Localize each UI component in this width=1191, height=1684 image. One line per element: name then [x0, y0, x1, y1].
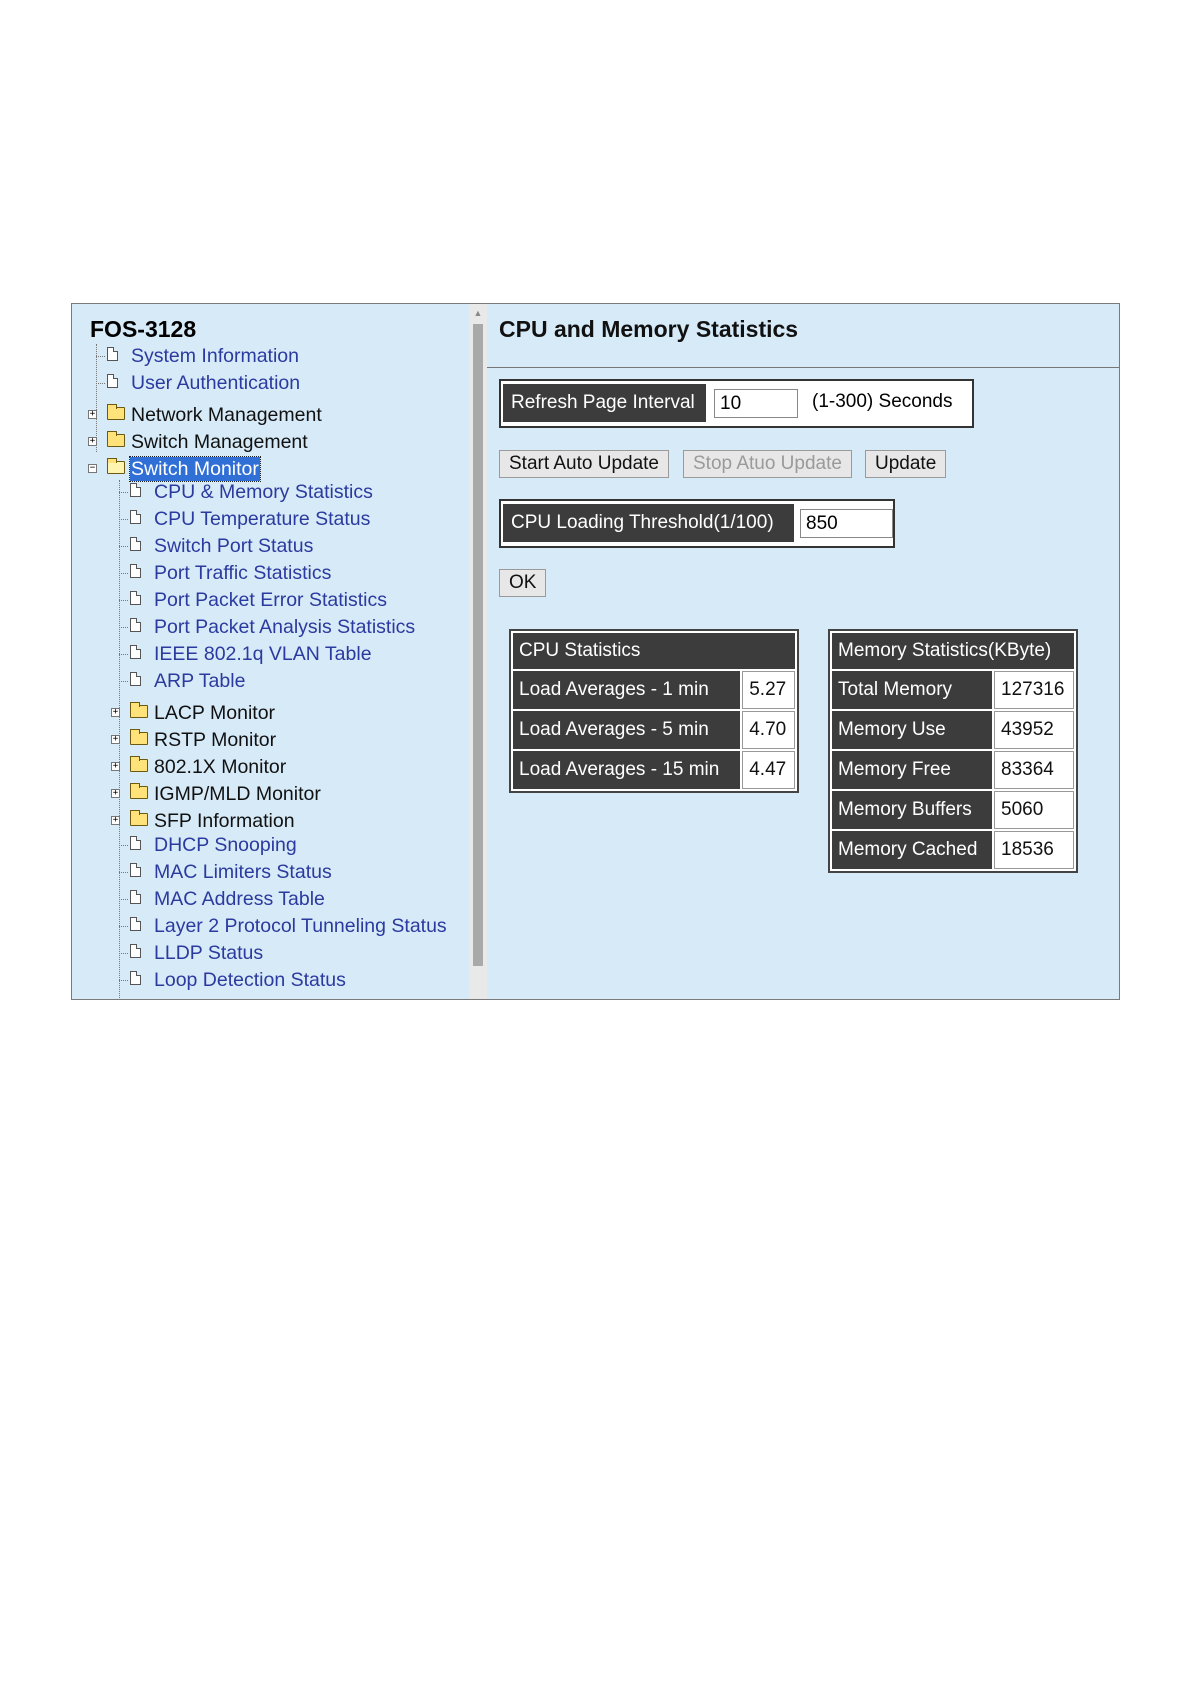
tree-connector: [119, 845, 128, 846]
cpu-load-5min-label: Load Averages - 5 min: [513, 711, 740, 749]
tree-item-label[interactable]: System Information: [131, 345, 299, 367]
expand-plus-icon[interactable]: +: [112, 788, 119, 798]
expand-plus-icon[interactable]: +: [112, 734, 119, 744]
tree-folder-rstp-monitor[interactable]: [72, 728, 462, 752]
memory-cached-value: 18536: [994, 831, 1074, 869]
memory-free-value: 83364: [994, 751, 1074, 789]
tree-item-label[interactable]: CPU Temperature Status: [154, 508, 371, 530]
page-icon: [130, 645, 141, 659]
tree-folder-label[interactable]: RSTP Monitor: [154, 729, 277, 751]
tree-item-system-information[interactable]: [72, 344, 462, 368]
folder-icon: [130, 813, 148, 826]
memory-cached-label: Memory Cached: [832, 831, 992, 869]
tree-item-label[interactable]: Port Traffic Statistics: [154, 562, 332, 584]
page-icon: [130, 890, 141, 904]
tree-folder-label[interactable]: SFP Information: [154, 810, 295, 832]
tree-connector: [119, 600, 128, 601]
tree-item-label[interactable]: Switch Port Status: [154, 535, 314, 557]
cpu-threshold-label: CPU Loading Threshold(1/100): [503, 504, 794, 542]
page-icon: [130, 537, 141, 551]
tree-folder-sfp-information[interactable]: [72, 809, 462, 833]
cpu-load-1min-value: 5.27: [742, 671, 795, 709]
page-icon: [130, 917, 141, 931]
expand-plus-icon[interactable]: +: [112, 815, 119, 825]
tree-connector: [119, 926, 128, 927]
tree-item-arp-table[interactable]: [72, 669, 462, 693]
tree-connector: [96, 356, 105, 357]
update-button[interactable]: Update: [865, 450, 946, 478]
page-icon: [130, 564, 141, 578]
tree-item-label[interactable]: User Authentication: [131, 372, 301, 394]
browser-frame: [71, 303, 1120, 1000]
scroll-up-arrow-icon[interactable]: ▲: [473, 308, 483, 318]
memory-statistics-header: Memory Statistics(KByte): [832, 633, 1074, 669]
tree-item-cpu-temperature-status[interactable]: [72, 507, 462, 531]
tree-item-lldp-status[interactable]: [72, 941, 462, 965]
table-row: [513, 751, 795, 789]
tree-folder-label-selected[interactable]: Switch Monitor: [131, 458, 259, 480]
memory-free-label: Memory Free: [832, 751, 992, 789]
refresh-interval-input[interactable]: [714, 389, 798, 418]
tree-connector: [119, 980, 128, 981]
total-memory-value: 127316: [994, 671, 1074, 709]
tree-folder-label[interactable]: LACP Monitor: [154, 702, 276, 724]
refresh-interval-unit: (1-300) Seconds: [812, 391, 953, 412]
table-row: [513, 711, 795, 749]
table-row: [832, 831, 1074, 869]
cpu-threshold-box: [499, 499, 895, 548]
main-content: [487, 304, 1119, 999]
tree-connector: [119, 492, 128, 493]
total-memory-label: Total Memory: [832, 671, 992, 709]
table-header-row: [832, 633, 1074, 669]
tree-connector: [119, 546, 128, 547]
cpu-statistics-header: CPU Statistics: [513, 633, 795, 669]
tree-item-user-authentication[interactable]: [72, 371, 462, 395]
table-row: [832, 751, 1074, 789]
cpu-threshold-input[interactable]: [800, 509, 893, 538]
cpu-load-15min-value: 4.47: [742, 751, 795, 789]
page-icon: [130, 510, 141, 524]
tree-item-dhcp-snooping[interactable]: [72, 833, 462, 857]
device-title: FOS-3128: [90, 316, 197, 342]
page-icon: [130, 483, 141, 497]
cpu-statistics-table: [509, 629, 799, 793]
tree-item-port-traffic-statistics[interactable]: [72, 561, 462, 585]
expand-plus-icon[interactable]: +: [112, 707, 119, 717]
page-icon: [130, 971, 141, 985]
refresh-interval-box: [499, 379, 974, 428]
tree-connector: [119, 872, 128, 873]
scrollbar-thumb[interactable]: [473, 324, 483, 966]
tree-connector: [96, 383, 105, 384]
tree-connector: [119, 519, 128, 520]
tree-item-label[interactable]: ARP Table: [154, 670, 246, 692]
tree-item-label[interactable]: Port Packet Analysis Statistics: [154, 616, 416, 638]
expand-plus-icon[interactable]: +: [89, 409, 96, 419]
folder-icon: [130, 786, 148, 799]
tree-folder-label[interactable]: 802.1X Monitor: [154, 756, 287, 778]
cpu-load-15min-label: Load Averages - 15 min: [513, 751, 740, 789]
memory-use-value: 43952: [994, 711, 1074, 749]
ok-button[interactable]: OK: [499, 569, 546, 597]
tree-connector: [119, 654, 128, 655]
start-auto-update-button[interactable]: Start Auto Update: [499, 450, 669, 478]
cpu-load-5min-value: 4.70: [742, 711, 795, 749]
page-icon: [130, 618, 141, 632]
tree-folder-label[interactable]: IGMP/MLD Monitor: [154, 783, 321, 805]
page-icon: [130, 591, 141, 605]
expand-plus-icon[interactable]: +: [89, 436, 96, 446]
tree-folder-8021x-monitor[interactable]: [72, 755, 462, 779]
tree-item-ieee-vlan-table[interactable]: [72, 642, 462, 666]
collapse-minus-icon[interactable]: −: [89, 463, 96, 473]
tree-item-label[interactable]: Port Packet Error Statistics: [154, 589, 387, 611]
folder-icon: [130, 732, 148, 745]
page-icon: [107, 374, 118, 388]
title-divider: [487, 367, 1119, 368]
table-row: [832, 791, 1074, 829]
tree-item-label[interactable]: Loop Detection Status: [154, 969, 346, 991]
cpu-load-1min-label: Load Averages - 1 min: [513, 671, 740, 709]
tree-item-l2-protocol-tunneling-status[interactable]: [72, 914, 462, 938]
navigation-tree: [72, 304, 469, 999]
tree-folder-lacp-monitor[interactable]: [72, 701, 462, 725]
page-icon: [130, 863, 141, 877]
tree-item-label[interactable]: IEEE 802.1q VLAN Table: [154, 643, 372, 665]
tree-connector: [119, 953, 128, 954]
memory-buffers-label: Memory Buffers: [832, 791, 992, 829]
tree-item-port-packet-analysis-statistics[interactable]: [72, 615, 462, 639]
table-row: [832, 711, 1074, 749]
page-icon: [130, 836, 141, 850]
tree-folder-switch-management[interactable]: [72, 430, 462, 454]
tree-connector: [119, 627, 128, 628]
tree-item-label[interactable]: MAC Limiters Status: [154, 861, 332, 883]
tree-item-label[interactable]: CPU & Memory Statistics: [154, 481, 373, 503]
memory-use-label: Memory Use: [832, 711, 992, 749]
page-icon: [130, 672, 141, 686]
tree-connector: [119, 573, 128, 574]
open-folder-icon: [107, 461, 125, 474]
tree-folder-network-management[interactable]: [72, 403, 462, 427]
tree-item-mac-address-table[interactable]: [72, 887, 462, 911]
memory-buffers-value: 5060: [994, 791, 1074, 829]
page-icon: [107, 347, 118, 361]
expand-plus-icon[interactable]: +: [112, 761, 119, 771]
tree-connector: [119, 899, 128, 900]
tree-scrollbar[interactable]: [469, 304, 487, 999]
tree-item-label[interactable]: MAC Address Table: [154, 888, 325, 910]
tree-item-cpu-memory-statistics[interactable]: [72, 480, 462, 504]
table-header-row: [513, 633, 795, 669]
refresh-interval-label: Refresh Page Interval: [503, 384, 706, 422]
folder-icon: [107, 407, 125, 420]
tree-connector: [119, 681, 128, 682]
memory-statistics-table: [828, 629, 1078, 873]
tree-folder-label[interactable]: Switch Management: [131, 431, 308, 453]
tree-item-label[interactable]: Layer 2 Protocol Tunneling Status: [154, 915, 447, 937]
tree-folder-switch-monitor[interactable]: [72, 457, 462, 481]
tree-item-port-packet-error-statistics[interactable]: [72, 588, 462, 612]
tree-item-label[interactable]: LLDP Status: [154, 942, 264, 964]
page-title: CPU and Memory Statistics: [499, 316, 799, 342]
folder-icon: [130, 759, 148, 772]
tree-folder-igmp-mld-monitor[interactable]: [72, 782, 462, 806]
tree-item-label[interactable]: DHCP Snooping: [154, 834, 297, 856]
tree-item-mac-limiters-status[interactable]: [72, 860, 462, 884]
tree-item-loop-detection-status[interactable]: [72, 968, 462, 992]
stop-auto-update-button[interactable]: Stop Atuo Update: [683, 450, 852, 478]
tree-folder-label[interactable]: Network Management: [131, 404, 322, 426]
tree-item-switch-port-status[interactable]: [72, 534, 462, 558]
folder-icon: [130, 705, 148, 718]
page-icon: [130, 944, 141, 958]
table-row: [832, 671, 1074, 709]
folder-icon: [107, 434, 125, 447]
table-row: [513, 671, 795, 709]
